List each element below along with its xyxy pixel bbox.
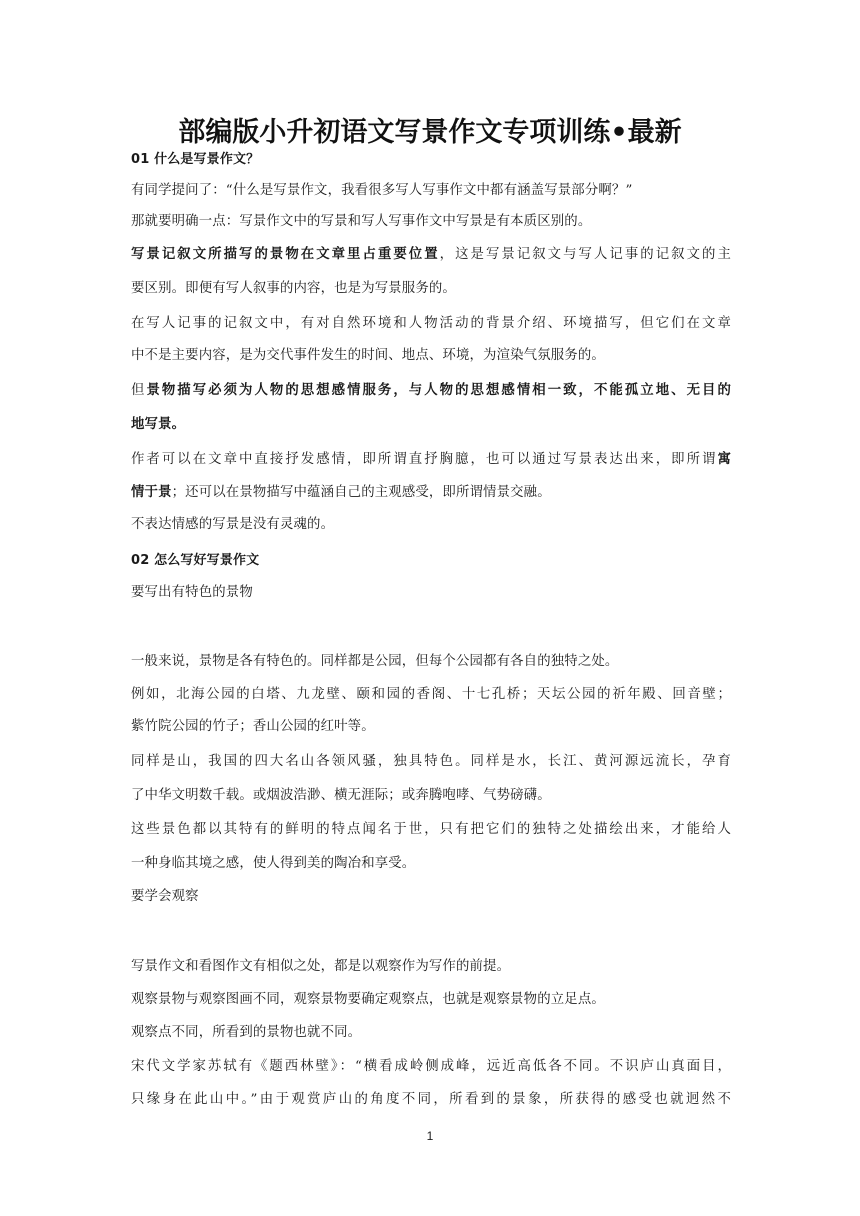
paragraph-line: 只缘身在此山中。”由于观赏庐山的角度不同，所看到的景象，所获得的感受也就迥然不 xyxy=(131,1092,731,1107)
paragraph-line: 观察点不同，所看到的景物也就不同。 xyxy=(131,1025,362,1040)
paragraph-line: 那就要明确一点：写景作文中的写景和写人写事作文中写景是有本质区别的。 xyxy=(131,214,592,229)
paragraph-line: 中不是主要内容，是为交代事件发生的时间、地点、环境，为渲染气氛服务的。 xyxy=(131,348,605,363)
paragraph-line: 在写人记事的记叙文中，有对自然环境和人物活动的背景介绍、环境描写，但它们在文章 xyxy=(131,316,731,331)
paragraph-line: 宋代文学家苏轼有《题西林壁》：“横看成岭侧成峰，远近高低各不同。不识庐山真面目， xyxy=(131,1059,731,1074)
paragraph-line: 了中华文明数千载。或烟波浩渺、横无涯际；或奔腾咆哮、气势磅礴。 xyxy=(131,788,551,803)
paragraph-line: 写景作文和看图作文有相似之处，都是以观察作为写作的前提。 xyxy=(131,959,511,974)
paragraph-line xyxy=(131,246,731,264)
paragraph-text: ，这是写景记叙文与写人记事的记叙文的主 xyxy=(439,247,731,262)
bold-text: 地写景。 xyxy=(131,417,186,432)
section-heading-2: 02 怎么写好写景作文 xyxy=(131,553,260,568)
paragraph-line: 有同学提问了：“什么是写景作文，我看很多写人写事作文中都有涵盖写景部分啊？” xyxy=(131,183,633,198)
bold-text: 写景记叙文所描写的景物在文章里占重要位置 xyxy=(131,247,440,262)
document-title: 部编版小升初语文写景作文专项训练•最新 xyxy=(178,117,682,148)
paragraph-line: 一种身临其境之感，使人得到美的陶冶和享受。 xyxy=(131,856,416,871)
paragraph-line xyxy=(131,382,731,400)
paragraph-line: 观察景物与观察图画不同，观察景物要确定观察点，也就是观察景物的立足点。 xyxy=(131,992,605,1007)
paragraph-line: 同样是山，我国的四大名山各领风骚，独具特色。同样是水，长江、黄河源远流长，孕育 xyxy=(131,754,731,769)
subheading: 要写出有特色的景物 xyxy=(131,585,253,600)
paragraph-line: 不表达情感的写景是没有灵魂的。 xyxy=(131,517,335,532)
section-heading-1: 01 什么是写景作文？ xyxy=(131,152,260,167)
subheading: 要学会观察 xyxy=(131,889,199,904)
paragraph-text: 但 xyxy=(131,383,147,398)
paragraph-text: 作者可以在文章中直接抒发感情，即所谓直抒胸臆，也可以通过写景表达出来，即所谓 xyxy=(131,452,718,467)
bold-text: 情于景 xyxy=(131,485,172,500)
paragraph-line: 要区别。即便有写人叙事的内容，也是为写景服务的。 xyxy=(131,281,456,296)
bold-text: 景物描写必须为人物的思想感情服务，与人物的思想感情相一致，不能孤立地、无目的 xyxy=(146,383,731,398)
paragraph-line xyxy=(131,451,731,469)
paragraph-line: 这些景色都以其特有的鲜明的特点闻名于世，只有把它们的独特之处描绘出来，才能给人 xyxy=(131,822,731,837)
paragraph-line: 例如，北海公园的白塔、九龙壁、颐和园的香阁、十七孔桥；天坛公园的祈年殿、回音壁； xyxy=(131,687,731,702)
paragraph-text: ；还可以在景物描写中蕴涵自己的主观感受，即所谓情景交融。 xyxy=(171,485,551,500)
paragraph-line: 紫竹院公园的竹子；香山公园的红叶等。 xyxy=(131,719,375,734)
paragraph-line xyxy=(131,484,731,502)
page-number: 1 xyxy=(426,1129,434,1143)
paragraph-line: 一般来说，景物是各有特色的。同样都是公园，但每个公园都有各自的独特之处。 xyxy=(131,654,619,669)
bold-text: 寓 xyxy=(717,452,731,467)
